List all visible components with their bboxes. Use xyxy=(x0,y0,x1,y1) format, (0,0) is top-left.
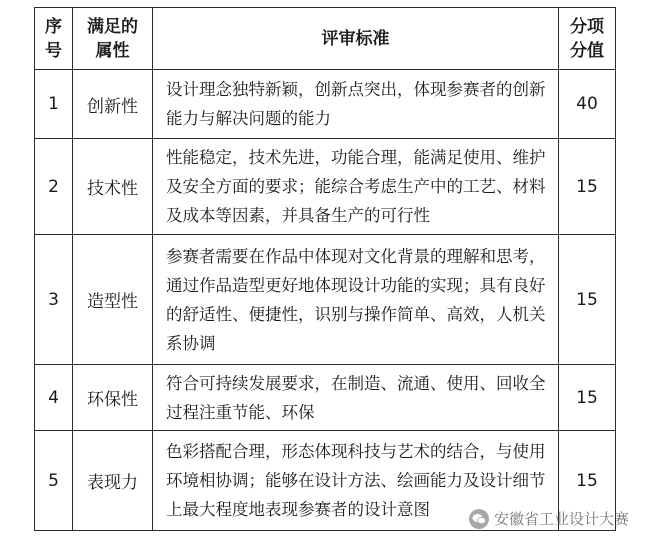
header-index: 序 号 xyxy=(35,8,73,70)
header-row xyxy=(35,8,616,70)
row-criteria: 符合可持续发展要求，在制造、流通、使用、回收全过程注重节能、环保 xyxy=(153,365,559,431)
table-row xyxy=(35,365,616,431)
row-criteria: 设计理念独特新颖，创新点突出，体现参赛者的创新能力与解决问题的能力 xyxy=(153,70,559,139)
row-criteria: 性能稳定，技术先进，功能合理，能满足使用、维护及安全方面的要求；能综合考虑生产中的工艺、材料及成本等因素，并具备生产的可行性 xyxy=(153,139,559,235)
wechat-icon xyxy=(469,509,489,529)
row-score: 15 xyxy=(559,365,616,431)
row-index: 1 xyxy=(35,70,73,139)
header-score: 分项 分值 xyxy=(559,8,616,70)
watermark-text: 安徽省工业设计大赛 xyxy=(493,510,629,528)
criteria-table xyxy=(34,7,616,531)
table-row xyxy=(35,235,616,365)
row-score: 15 xyxy=(559,431,616,531)
row-attribute: 创新性 xyxy=(73,70,153,139)
row-criteria: 色彩搭配合理，形态体现科技与艺术的结合，与使用环境相协调；能够在设计方法、绘画能力及设计细节上最大程度地表现参赛者的设计意图 xyxy=(153,431,559,531)
row-index: 4 xyxy=(35,365,73,431)
row-attribute: 表现力 xyxy=(73,431,153,531)
row-index: 5 xyxy=(35,431,73,531)
row-score: 15 xyxy=(559,235,616,365)
row-attribute: 技术性 xyxy=(73,139,153,235)
row-index: 3 xyxy=(35,235,73,365)
watermark xyxy=(469,508,629,529)
row-score: 15 xyxy=(559,139,616,235)
header-attribute: 满足的 属性 xyxy=(73,8,153,70)
table-row xyxy=(35,139,616,235)
row-attribute: 造型性 xyxy=(73,235,153,365)
row-criteria: 参赛者需要在作品中体现对文化背景的理解和思考，通过作品造型更好地体现设计功能的实现；具有良好的舒适性、便捷性，识别与操作简单、高效，人机关系协调 xyxy=(153,235,559,365)
header-criteria: 评审标准 xyxy=(153,8,559,70)
table-row xyxy=(35,70,616,139)
row-index: 2 xyxy=(35,139,73,235)
row-score: 40 xyxy=(559,70,616,139)
row-attribute: 环保性 xyxy=(73,365,153,431)
